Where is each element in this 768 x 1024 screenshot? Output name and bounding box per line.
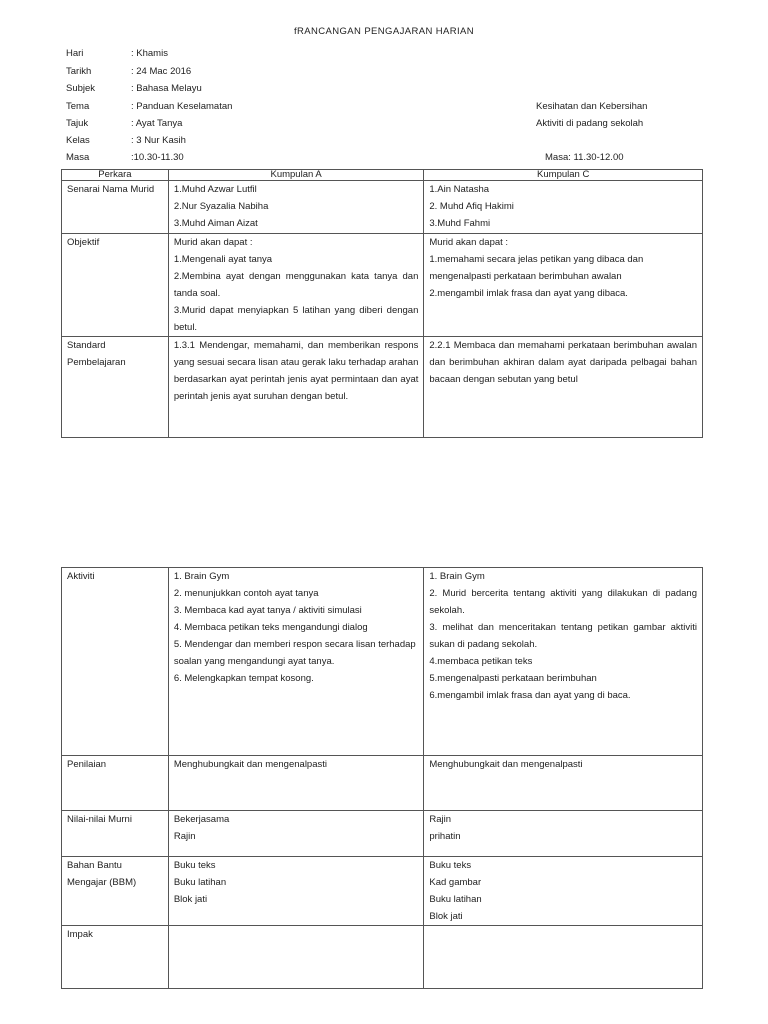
header-perkara: Perkara — [62, 170, 169, 181]
cell-kumpulan-c — [424, 234, 703, 337]
cell-line: 1. Brain Gym — [429, 571, 485, 582]
cell-kumpulan-c — [424, 811, 703, 857]
cell-line: 2. Muhd Afiq Hakimi — [429, 201, 514, 212]
header-kumpulan-c: Kumpulan C — [424, 170, 703, 181]
table-row — [62, 181, 703, 234]
table-row — [62, 857, 703, 926]
cell-line: Rajin — [173, 831, 196, 842]
cell-line: 6.mengambil imlak frasa dan ayat yang di baca. — [429, 690, 631, 701]
table-row — [62, 756, 703, 811]
cell-line: Kad gambar — [429, 877, 482, 888]
cell-line: Rajin — [429, 814, 452, 825]
info-value: : Bahasa Melayu — [131, 83, 202, 94]
cell-line: Buku teks — [173, 860, 216, 871]
info-label: Tajuk — [66, 118, 89, 129]
info-value: : 3 Nur Kasih — [131, 135, 186, 146]
table-header-row — [62, 170, 703, 181]
cell-line: 4. Membaca petikan teks mengandungi dialog — [173, 622, 368, 633]
row-label: Bahan Bantu Mengajar (BBM) — [62, 857, 169, 926]
cell-kumpulan-a — [168, 926, 424, 989]
cell-line: Bekerjasama — [173, 814, 230, 825]
cell-line: prihatin — [429, 831, 461, 842]
table-row — [62, 337, 703, 438]
header-kumpulan-a: Kumpulan A — [168, 170, 424, 181]
document-title: fRANCANGAN PENGAJARAN HARIAN — [293, 26, 475, 37]
cell-line: 1. Brain Gym — [173, 571, 230, 582]
side-masa: Masa: 11.30-12.00 — [545, 152, 624, 163]
row-label: Penilaian — [62, 756, 169, 811]
cell-line: 1.3.1 Mendengar, memahami, dan memberikan respons yang sesuai secara lisan atau gerak laku terhadap arahan berdasarkan ayat perintah jenis ayat permintaan dan ayat perintah jenis ayat suruhan dengan betul. — [173, 340, 419, 402]
cell-line: 5. Mendengar dan memberi respon secara lisan terhadap soalan yang mengandungi ayat tanya. — [173, 639, 416, 667]
info-label: Tema — [66, 101, 90, 112]
row-label: Objektif — [62, 234, 169, 337]
info-value: : Ayat Tanya — [131, 118, 183, 129]
cell-line: 2. Murid bercerita tentang aktiviti yang dilakukan di padang sekolah. — [429, 588, 697, 616]
cell-line: Buku latihan — [173, 877, 227, 888]
cell-kumpulan-c — [424, 568, 703, 756]
info-label: Masa — [66, 152, 90, 163]
row-label: Impak — [62, 926, 169, 989]
cell-kumpulan-a — [168, 337, 424, 438]
info-value: : 24 Mac 2016 — [131, 66, 192, 77]
cell-line: Blok jati — [173, 894, 208, 905]
table-row — [62, 234, 703, 337]
cell-line: Murid akan dapat : — [429, 237, 509, 248]
cell-line: 3.Murid dapat menyiapkan 5 latihan yang diberi dengan betul. — [173, 305, 419, 333]
cell-line: 6. Melengkapkan tempat kosong. — [173, 673, 314, 684]
cell-line: 1.Muhd Azwar Lutfil — [173, 184, 257, 195]
side-tajuk: Aktiviti di padang sekolah — [536, 118, 644, 129]
cell-line: 3. Membaca kad ayat tanya / aktiviti simulasi — [173, 605, 362, 616]
table-row — [62, 926, 703, 989]
cell-line: 2.Membina ayat dengan menggunakan kata tanya dan tanda soal. — [173, 271, 419, 299]
cell-line: 3. melihat dan menceritakan tentang petikan gambar aktiviti sukan di padang sekolah. — [429, 622, 697, 650]
cell-line: 2.Nur Syazalia Nabiha — [173, 201, 269, 212]
cell-line: 1.Mengenali ayat tanya — [173, 254, 273, 265]
lesson-plan-table-2 — [61, 567, 703, 989]
info-label: Tarikh — [66, 66, 92, 77]
lesson-plan-table-1 — [61, 169, 703, 438]
info-value: : Khamis — [131, 48, 168, 59]
side-tema: Kesihatan dan Kebersihan — [536, 101, 648, 112]
cell-line: 1.memahami secara jelas petikan yang dibaca dan mengenalpasti perkataan berimbuhan awalan — [429, 254, 644, 282]
cell-line: 2.2.1 Membaca dan memahami perkataan berimbuhan awalan dan berimbuhan akhiran dalam ayat daripada pelbagai bahan bacaan dengan sebutan yang betul — [429, 340, 697, 385]
cell-kumpulan-c — [424, 926, 703, 989]
cell-kumpulan-a — [168, 234, 424, 337]
cell-line: 5.mengenalpasti perkataan berimbuhan — [429, 673, 597, 684]
info-value: : Panduan Keselamatan — [131, 101, 233, 112]
cell-line: Buku teks — [429, 860, 472, 871]
cell-kumpulan-c — [424, 857, 703, 926]
cell-line: 4.membaca petikan teks — [429, 656, 533, 667]
cell-line: 3.Muhd Aiman Aizat — [173, 218, 258, 229]
cell-line: 2.mengambil imlak frasa dan ayat yang dibaca. — [429, 288, 628, 299]
cell-kumpulan-a — [168, 568, 424, 756]
info-label: Hari — [66, 48, 84, 59]
info-value: :10.30-11.30 — [131, 152, 184, 163]
cell-kumpulan-c — [424, 337, 703, 438]
table-row — [62, 568, 703, 756]
cell-line: 2. menunjukkan contoh ayat tanya — [173, 588, 319, 599]
cell-kumpulan-c — [424, 756, 703, 811]
cell-line: Menghubungkait dan mengenalpasti — [173, 759, 327, 770]
cell-kumpulan-a — [168, 181, 424, 234]
info-label: Kelas — [66, 135, 90, 146]
row-label: Nilai-nilai Murni — [62, 811, 169, 857]
cell-kumpulan-a — [168, 756, 424, 811]
row-label: Standard Pembelajaran — [62, 337, 169, 438]
cell-kumpulan-a — [168, 857, 424, 926]
cell-line: 3.Muhd Fahmi — [429, 218, 491, 229]
cell-line: Buku latihan — [429, 894, 482, 905]
cell-line: Murid akan dapat : — [173, 237, 253, 248]
cell-line: Menghubungkait dan mengenalpasti — [429, 759, 583, 770]
cell-kumpulan-c — [424, 181, 703, 234]
cell-line: Blok jati — [429, 911, 463, 922]
row-label: Aktiviti — [62, 568, 169, 756]
table-row — [62, 811, 703, 857]
cell-kumpulan-a — [168, 811, 424, 857]
cell-line: 1.Ain Natasha — [429, 184, 490, 195]
info-label: Subjek — [66, 83, 96, 94]
row-label: Senarai Nama Murid — [62, 181, 169, 234]
